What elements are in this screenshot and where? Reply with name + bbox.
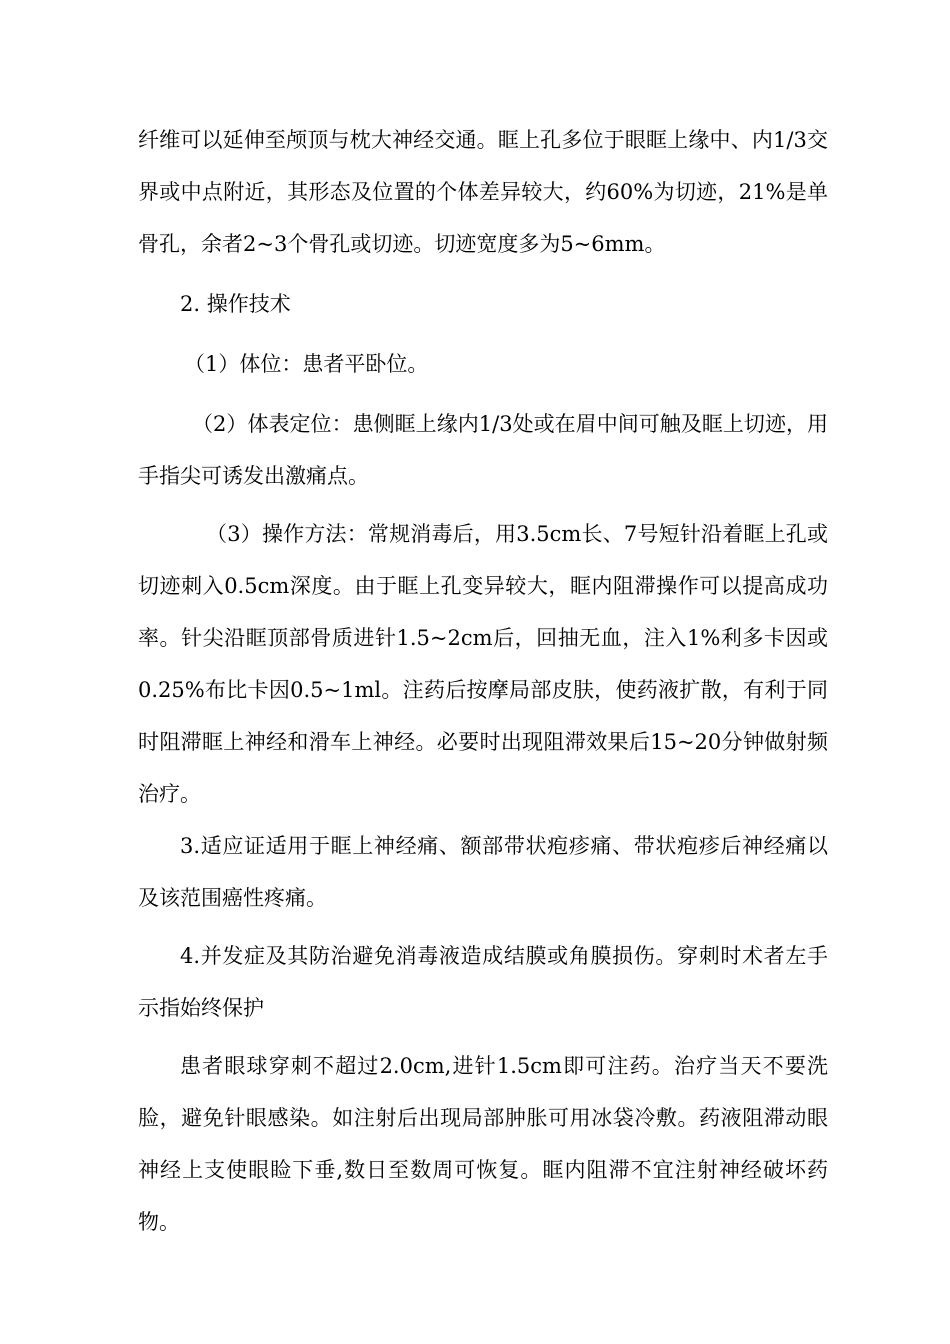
paragraph-indications: 3.适应证适用于眶上神经痛、额部带状疱疹痛、带状疱疹后神经痛以及该范围癌性疼痛。: [138, 834, 828, 910]
paragraph-complications: 4.并发症及其防治避免消毒液造成结膜或角膜损伤。穿刺时术者左手示指始终保护: [138, 944, 828, 1020]
paragraph-surface-location: （2）体表定位：患侧眶上缘内1/3处或在眉中间可触及眶上切迹，用手指尖可诱发出激痛点。: [138, 412, 828, 488]
paragraph-operation-method: （3）操作方法：常规消毒后，用3.5cm长、7号短针沿着眶上孔或切迹刺入0.5cm深度。由于眶上孔变异较大，眶内阻滞操作可以提高成功率。针尖沿眶顶部骨质进针1.5~2cm后，回抽无血，注入1%利多卡因或0.25%布比卡因0.5~1ml。注药后按摩局部皮肤，使药液扩散，有利于同时阻滞眶上神经和滑车上神经。必要时出现阻滞效果后15~20分钟做射频治疗。: [138, 522, 828, 806]
paragraph-anatomy: 纤维可以延伸至颅顶与枕大神经交通。眶上孔多位于眼眶上缘中、内1/3交界或中点附近，其形态及位置的个体差异较大，约60%为切迹，21%是单骨孔，余者2~3个骨孔或切迹。切迹宽度多为5~6mm。: [138, 128, 828, 256]
paragraph-position: （1）体位：患者平卧位。: [184, 352, 429, 376]
heading-operation-technique: 2. 操作技术: [180, 292, 291, 316]
paragraph-precautions: 患者眼球穿刺不超过2.0cm,进针1.5cm即可注药。治疗当天不要洗脸，避免针眼感染。如注射后出现局部肿胀可用冰袋冷敷。药液阻滞动眼神经上支使眼睑下垂,数日至数周可恢复。眶内阻滞不宜注射神经破坏药物。: [138, 1054, 828, 1234]
